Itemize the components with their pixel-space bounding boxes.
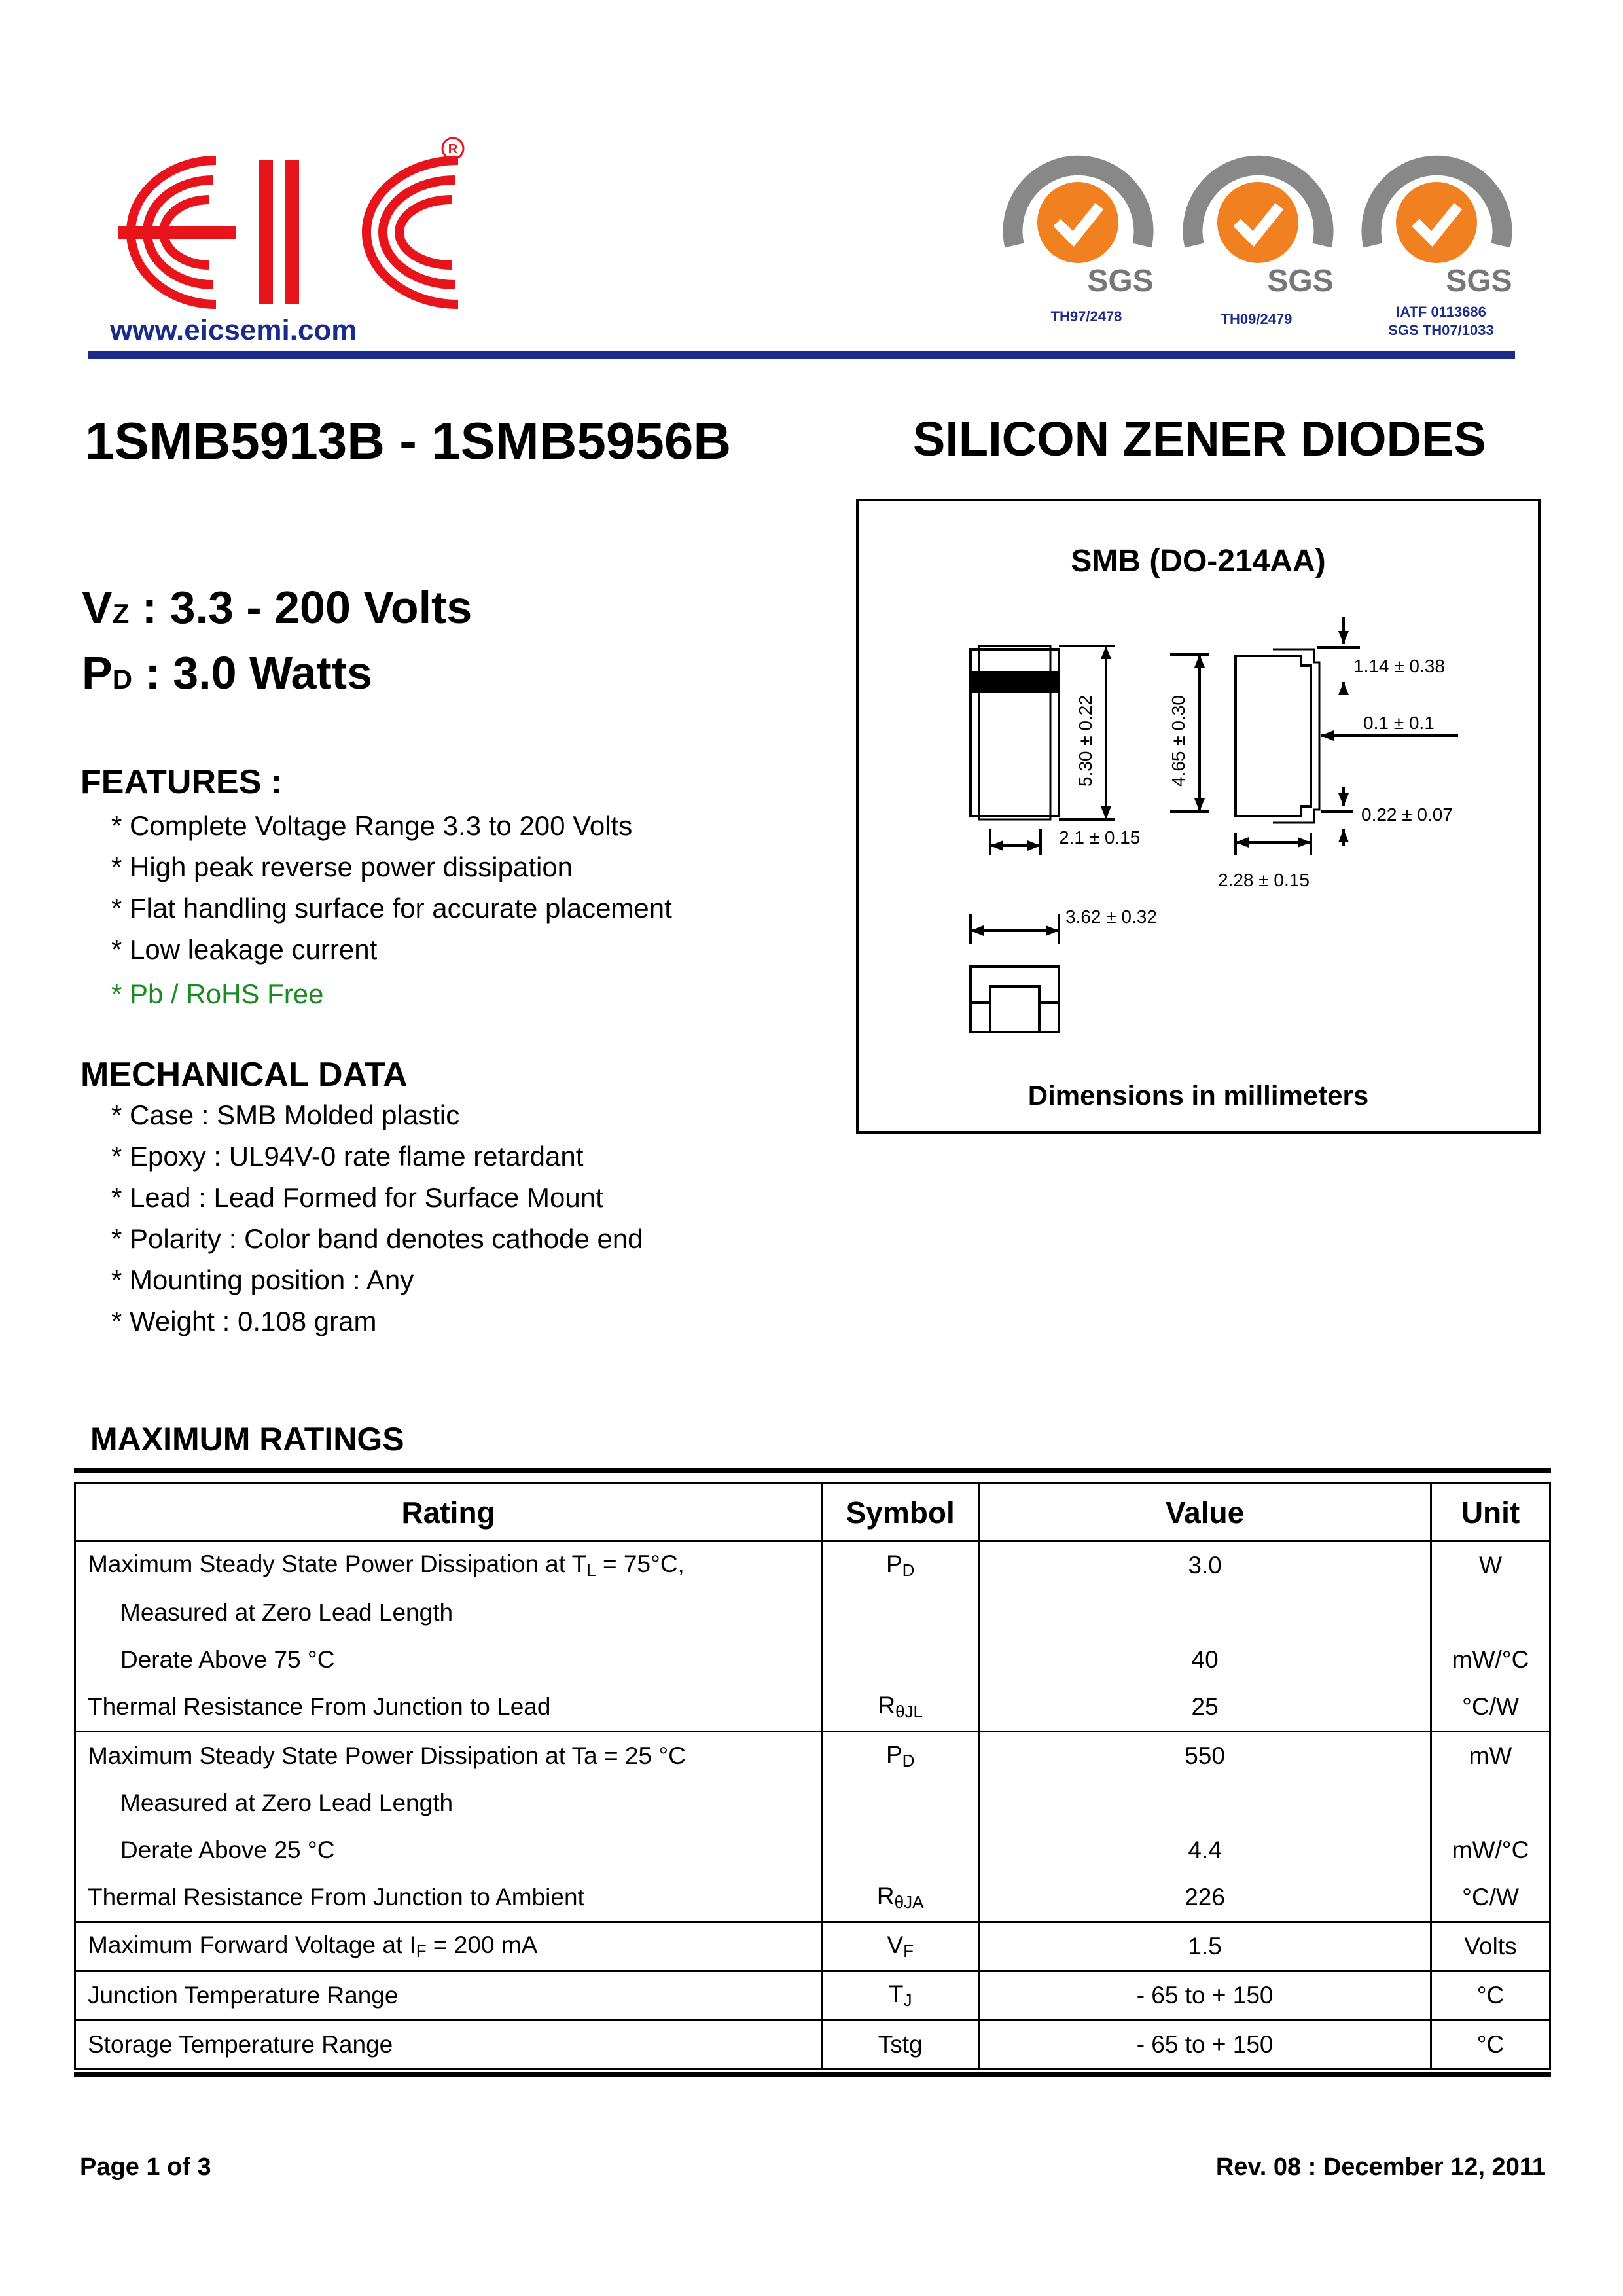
mechanical-item: * Lead : Lead Formed for Surface Mount	[111, 1182, 603, 1213]
symbol-subscript: F	[903, 1941, 914, 1961]
table-row	[75, 1636, 1550, 1683]
cert-code-1: TH97/2478	[1050, 308, 1122, 325]
cell-symbol	[822, 1589, 979, 1636]
ratings-top-rule	[74, 1468, 1551, 1473]
cell-symbol	[822, 1780, 979, 1827]
col-value: Value	[979, 1484, 1431, 1541]
cell-value: 25	[979, 1683, 1431, 1732]
document-title: SILICON ZENER DIODES	[913, 412, 1486, 466]
cell-value: - 65 to + 150	[979, 1971, 1431, 2020]
ratings-table	[74, 1482, 1551, 2070]
cell-symbol	[822, 1971, 979, 2020]
ratings-bottom-rule	[74, 2072, 1551, 2077]
symbol-text: T	[888, 1981, 904, 2007]
vz-symbol: V	[82, 582, 113, 633]
cell-rating: Maximum Steady State Power Dissipation at Ta = 25 °C	[75, 1732, 822, 1780]
cert-code-3-line-2: SGS TH07/1033	[1388, 322, 1494, 338]
dim-top-lead: 1.14 ± 0.38	[1353, 656, 1445, 676]
col-symbol: Symbol	[822, 1484, 979, 1541]
website-link[interactable]: www.eicsemi.com	[110, 314, 357, 346]
table-row	[75, 1827, 1550, 1874]
col-rating: Rating	[75, 1484, 822, 1541]
mechanical-item: * Mounting position : Any	[111, 1265, 414, 1295]
cell-symbol	[822, 1541, 979, 1590]
rating-text: Maximum Forward Voltage at I	[88, 1931, 416, 1958]
cell-unit: Volts	[1431, 1922, 1550, 1971]
cell-value: 550	[979, 1732, 1431, 1780]
dim-total-width: 3.62 ± 0.32	[1065, 906, 1157, 927]
dim-side-width: 2.28 ± 0.15	[1218, 870, 1310, 890]
cell-symbol	[822, 1874, 979, 1922]
cell-unit: mW	[1431, 1732, 1550, 1780]
table-row	[75, 1732, 1550, 1780]
sgs-mark: SGS	[1267, 264, 1334, 298]
cert-code-3	[1356, 303, 1526, 340]
cell-unit: mW/°C	[1431, 1827, 1550, 1874]
sgs-mark: SGS	[1446, 264, 1512, 298]
table-row	[75, 1922, 1550, 1971]
features-heading: FEATURES :	[80, 763, 283, 801]
cell-rating	[75, 1922, 822, 1971]
dim-bottom-lead: 0.22 ± 0.07	[1361, 804, 1453, 825]
cell-symbol	[822, 1827, 979, 1874]
package-title: SMB (DO-214AA)	[1071, 544, 1326, 579]
rating-subscript: L	[586, 1560, 596, 1580]
mechanical-item: * Weight : 0.108 gram	[111, 1306, 377, 1336]
vz-subscript: Z	[112, 598, 130, 629]
col-unit: Unit	[1431, 1484, 1550, 1541]
cell-value: - 65 to + 150	[979, 2020, 1431, 2070]
svg-text:R: R	[448, 142, 458, 156]
cell-rating: Derate Above 75 °C	[75, 1636, 822, 1683]
dim-band-width: 2.1 ± 0.15	[1059, 827, 1141, 848]
cert-code-2: TH09/2479	[1221, 311, 1293, 327]
cell-unit: °C/W	[1431, 1683, 1550, 1732]
cell-symbol	[822, 1732, 979, 1780]
feature-item: * Flat handling surface for accurate placement	[111, 893, 672, 924]
pd-spec	[82, 647, 372, 699]
table-row	[75, 1541, 1550, 1590]
symbol-text: P	[885, 1551, 902, 1577]
cell-value: 3.0	[979, 1541, 1431, 1590]
cell-symbol	[822, 1922, 979, 1971]
cell-unit: °C/W	[1431, 1874, 1550, 1922]
rating-tail: = 200 mA	[426, 1931, 538, 1958]
symbol-subscript: D	[902, 1560, 915, 1580]
symbol-subscript: θJL	[895, 1702, 923, 1721]
cell-rating	[75, 1541, 822, 1590]
rating-text: Maximum Steady State Power Dissipation at T	[88, 1551, 587, 1577]
mechanical-heading: MECHANICAL DATA	[80, 1056, 408, 1094]
cert-code-3-line-1: IATF 0113686	[1396, 304, 1486, 320]
feature-item: * Complete Voltage Range 3.3 to 200 Volts	[111, 810, 633, 841]
package-bottom-view	[971, 967, 1059, 1032]
sgs-mark: SGS	[1087, 264, 1154, 298]
mechanical-item: * Case : SMB Molded plastic	[111, 1100, 460, 1130]
cathode-band	[972, 672, 1058, 692]
package-caption: Dimensions in millimeters	[1027, 1080, 1369, 1111]
header-divider	[88, 351, 1515, 359]
table-header-row	[75, 1484, 1550, 1541]
cell-unit: °C	[1431, 2020, 1550, 2070]
symbol-subscript: J	[903, 1990, 912, 2010]
table-row	[75, 1683, 1550, 1732]
ratings-heading: MAXIMUM RATINGS	[90, 1421, 404, 1458]
vz-value: : 3.3 - 200 Volts	[129, 582, 473, 633]
cell-symbol	[822, 1636, 979, 1683]
page-number: Page 1 of 3	[80, 2153, 211, 2181]
rating-tail: = 75°C,	[596, 1551, 685, 1577]
part-range-title: 1SMB5913B - 1SMB5956B	[85, 412, 732, 470]
cell-value	[979, 1589, 1431, 1636]
vz-spec	[82, 581, 472, 634]
dim-lead-thickness: 0.1 ± 0.1	[1363, 713, 1435, 733]
cell-unit	[1431, 1589, 1550, 1636]
feature-item-rohs: * Pb / RoHS Free	[111, 978, 324, 1009]
cell-rating: Measured at Zero Lead Length	[75, 1589, 822, 1636]
pd-symbol: P	[82, 647, 113, 698]
cell-value: 40	[979, 1636, 1431, 1683]
cell-value: 1.5	[979, 1922, 1431, 1971]
cell-unit	[1431, 1780, 1550, 1827]
mechanical-item: * Epoxy : UL94V-0 rate flame retardant	[111, 1141, 584, 1172]
iso-9001-badge-icon	[1001, 141, 1155, 301]
cell-unit: mW/°C	[1431, 1636, 1550, 1683]
table-row	[75, 2020, 1550, 2070]
table-row	[75, 1780, 1550, 1827]
table-row	[75, 1971, 1550, 2020]
dim-height-body: 5.30 ± 0.22	[1075, 695, 1096, 787]
rating-subscript: F	[416, 1941, 427, 1961]
cell-value: 4.4	[979, 1827, 1431, 1874]
eic-logo	[92, 134, 471, 331]
mechanical-item: * Polarity : Color band denotes cathode end	[111, 1223, 643, 1254]
pd-subscript: D	[112, 664, 133, 694]
cell-symbol	[822, 1683, 979, 1732]
cell-value: 226	[979, 1874, 1431, 1922]
symbol-subscript: θJA	[894, 1892, 924, 1912]
cell-rating: Thermal Resistance From Junction to Ambient	[75, 1874, 822, 1922]
revision-date: Rev. 08 : December 12, 2011	[1215, 2153, 1546, 2181]
package-dimension-drawing	[856, 499, 1541, 1134]
cell-rating: Measured at Zero Lead Length	[75, 1780, 822, 1827]
cell-rating: Storage Temperature Range	[75, 2020, 822, 2070]
symbol-text: V	[887, 1931, 904, 1958]
package-side-view	[1236, 656, 1311, 816]
symbol-text: R	[876, 1882, 895, 1909]
cell-rating: Junction Temperature Range	[75, 1971, 822, 2020]
cell-unit: °C	[1431, 1971, 1550, 2020]
cell-value	[979, 1780, 1431, 1827]
table-row	[75, 1874, 1550, 1922]
cell-symbol: Tstg	[822, 2020, 979, 2070]
dim-height-inner: 4.65 ± 0.30	[1168, 695, 1188, 787]
iso-14001-badge-icon	[1181, 141, 1335, 301]
feature-item: * High peak reverse power dissipation	[111, 852, 573, 882]
symbol-text: R	[878, 1692, 896, 1719]
feature-item: * Low leakage current	[111, 934, 378, 965]
cell-rating: Derate Above 25 °C	[75, 1827, 822, 1874]
table-row	[75, 1589, 1550, 1636]
iso-ts-16949-badge-icon	[1360, 141, 1514, 301]
cell-rating: Thermal Resistance From Junction to Lead	[75, 1683, 822, 1732]
symbol-subscript: D	[902, 1751, 915, 1770]
symbol-text: P	[885, 1741, 902, 1768]
pd-value: : 3.0 Watts	[132, 647, 372, 698]
cell-unit: W	[1431, 1541, 1550, 1590]
